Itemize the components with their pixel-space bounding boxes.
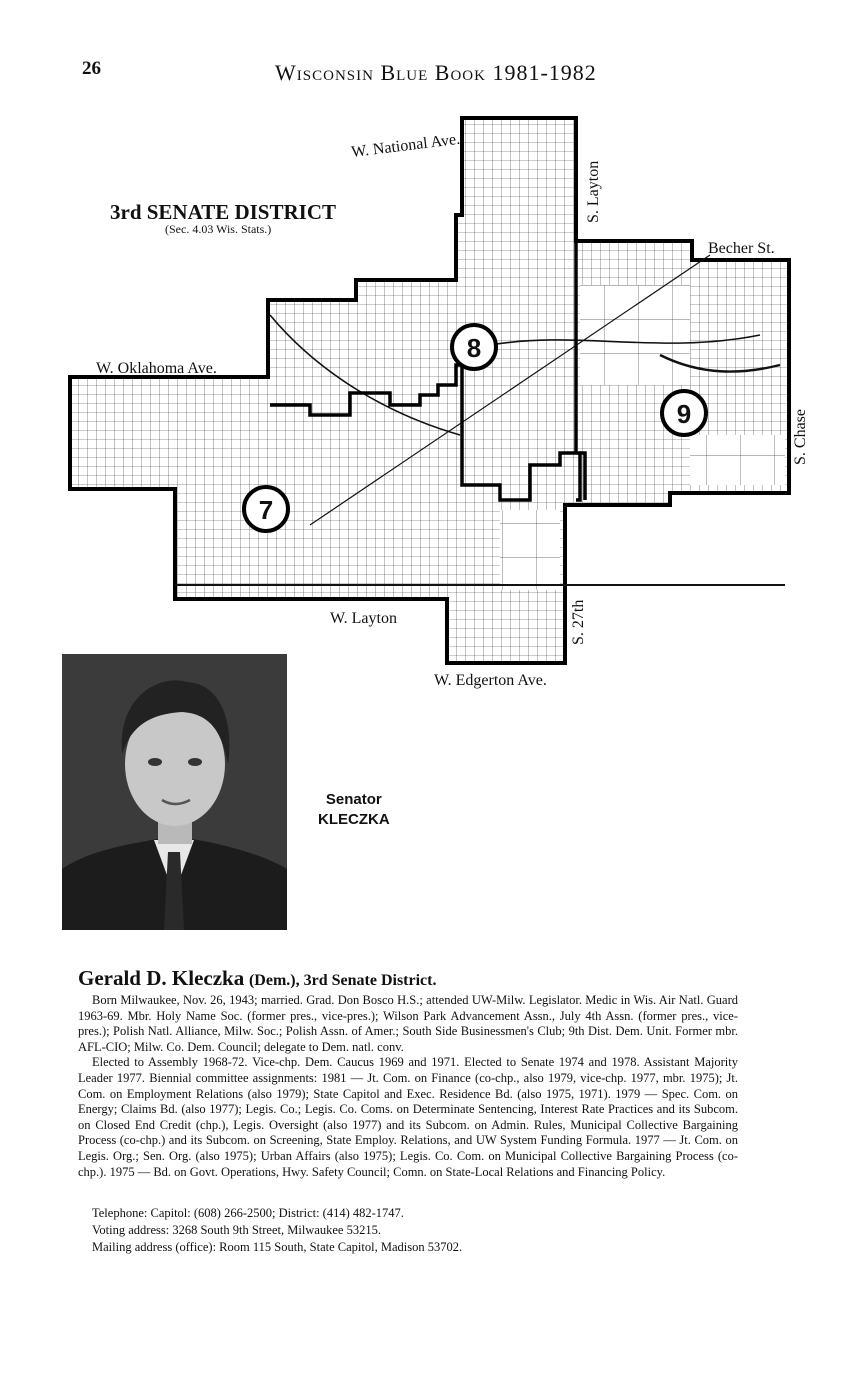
label-s-chase: S. Chase: [792, 409, 809, 465]
map-park-area: [580, 285, 690, 385]
bio-party: (Dem.): [248, 972, 296, 989]
bio-paragraph-personal: Born Milwaukee, Nov. 26, 1943; married. Grad. Don Bosco H.S.; attended UW-Milw. Legislator. Medic in Wis. Air Natl. Guard 1963-69. Mbr. Holy Name Soc. (former pres., vice-pres.); Wilson Park Advancement Assn., July 4th Assn. (former pres., vice-pres.); Polish Natl. Alliance, Milw. Soc.; Polish Assn. of Amer.; South Side Businessmen's Club; 9th Dist. Dem. Unit. Former mbr. AFL-CIO; Milw. Co. Dem. Council; delegate to Dem. natl. conv.: [78, 993, 738, 1054]
label-s-layton: S. Layton: [585, 160, 602, 223]
senator-caption: [318, 790, 390, 830]
district-title: 3rd SENATE DISTRICT: [110, 200, 337, 224]
label-w-edgerton-ave: W. Edgerton Ave.: [434, 672, 547, 689]
assembly-district-7-marker: [244, 487, 288, 531]
assembly-district-9-marker: [662, 391, 706, 435]
bio-paragraph-legislative: Elected to Assembly 1968-72. Vice-chp. Dem. Caucus 1969 and 1971. Elected to Senate 1974 and 1978. Assistant Majority Leader 1977. Biennial committee assignments: 1981 — Jt. Com. on Finance (co-chp., also 1979, vice-chp. 1977, mbr. 1975); Jt. Com. on Employment Relations (also 1979); State Capitol and Exec. Residence Bd. (also 1975, 1971). 1979 — Spec. Com. on Energy; Claims Bd. (also 1977); Legis. Co.; Legis. Co. Coms. on Determinate Sentencing, Interest Rate Practices and its Subcom. on Closed End Credit (chp.), Legis. Oversight (also 1977) and its Subcom. on Admin. Rules, Municipal Collective Bargaining Process (co-chp.) and its Subcom. on Screening, State Employ. Relations, and UW System Funding Formula. 1977 — Jt. Com. on Legis. Org.; Sen. Org. (also 1975); Urban Affairs (also 1975); Legis. Co. Com. on Municipal Collective Bargaining Process (co-chp.). 1975 — Bd. on Govt. Operations, Hwy. Safety Council; Comn. on State-Local Relations and Financing Policy.: [78, 1055, 738, 1179]
bio-district: , 3rd Senate District.: [295, 972, 437, 989]
label-s-27th: S. 27th: [570, 599, 587, 645]
page-number: 26: [82, 58, 101, 79]
mailing-address: Mailing address (office): Room 115 South, State Capitol, Madison 53702.: [92, 1240, 463, 1254]
district-subtitle: (Sec. 4.03 Wis. Stats.): [165, 222, 272, 236]
svg-text:7: 7: [258, 495, 274, 525]
senator-caption-name: KLECZKA: [318, 811, 390, 828]
senator-caption-title: Senator: [325, 791, 382, 808]
telephone: Telephone: Capitol: (608) 266-2500; District: (414) 482-1747.: [92, 1206, 404, 1220]
bio-heading: [78, 966, 436, 991]
voting-address: Voting address: 3268 South 9th Street, Milwaukee 53215.: [92, 1223, 381, 1237]
label-becher-st: Becher St.: [708, 240, 775, 257]
district-map: [60, 115, 809, 695]
svg-text:9: 9: [676, 399, 692, 429]
senator-portrait: [62, 654, 287, 930]
bio-body: [78, 993, 738, 1180]
map-cemetery-area: [690, 435, 785, 485]
assembly-district-8-marker: [452, 325, 496, 369]
label-w-oklahoma-ave: W. Oklahoma Ave.: [96, 360, 217, 377]
label-w-national-ave: W. National Ave.: [350, 130, 461, 161]
map-open-area: [500, 510, 560, 590]
label-w-layton: W. Layton: [330, 610, 397, 627]
svg-text:8: 8: [466, 333, 482, 363]
bio-name: Gerald D. Kleczka: [78, 966, 245, 990]
contact-info: [92, 1205, 462, 1256]
running-head: Wisconsin Blue Book 1981-1982: [275, 60, 597, 85]
